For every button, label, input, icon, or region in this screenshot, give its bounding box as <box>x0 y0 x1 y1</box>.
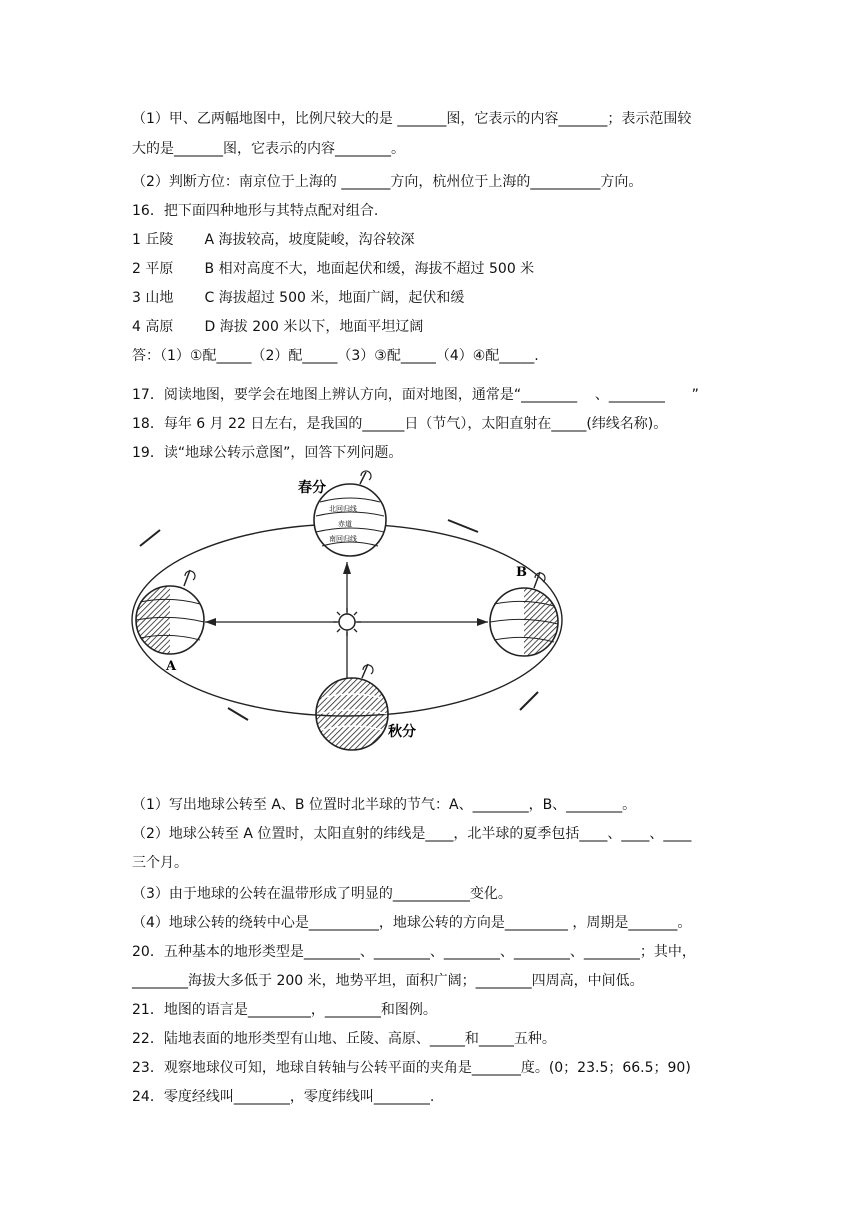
label-spring: 春分 <box>298 480 326 496</box>
q19-sub4: （4）地球公转的绕转中心是__________，地球公转的方向是_________ ，周期是_______。 <box>132 915 692 931</box>
q22: 22．陆地表面的地形类型有山地、丘陵、高原、_____和_____五种。 <box>132 1031 556 1047</box>
q20-line2: ________海拔大多低于 200 米，地势平坦，面积广阔；________四周高，中间低。 <box>132 973 644 989</box>
q16-item-1: 1 丘陵 A 海拔较高，坡度陡峻，沟谷较深 <box>132 232 415 248</box>
globe-A <box>136 570 204 654</box>
q16-stem: 16．把下面四种地形与其特点配对组合. <box>132 203 379 219</box>
q19-sub2-line2: 三个月。 <box>132 855 188 871</box>
q15-part1-line2: 大的是_______图，它表示的内容________。 <box>132 141 405 157</box>
q23: 23．观察地球仪可知，地球自转轴与公转平面的夹角是_______度。(0；23.5；66.5；90) <box>132 1060 691 1076</box>
q17: 17．阅读地图，要学会在地图上辨认方向，面对地图，通常是“________ 、________ ” <box>132 387 699 403</box>
q16-item-4: 4 高原 D 海拔 200 米以下，地面平坦辽阔 <box>132 319 424 335</box>
q20-line1: 20．五种基本的地形类型是________、________、________、________、________；其中， <box>132 944 696 960</box>
q16-item-3: 3 山地 C 海拔超过 500 米，地面广阔，起伏和缓 <box>132 290 465 306</box>
q19-sub2-line1: （2）地球公转至 A 位置时，太阳直射的纬线是____，北半球的夏季包括____、____、____ <box>132 826 692 842</box>
q19-sub3: （3）由于地球的公转在温带形成了明显的___________变化。 <box>132 886 512 902</box>
q19-stem: 19．读“地球公转示意图”，回答下列问题。 <box>132 445 403 461</box>
q21: 21．地图的语言是_________，________和图例。 <box>132 1002 437 1018</box>
svg-text:赤道: 赤道 <box>338 520 352 528</box>
svg-text:北回归线: 北回归线 <box>329 505 357 513</box>
q19-sub1: （1）写出地球公转至 A、B 位置时北半球的节气：A、________，B、________。 <box>132 797 637 813</box>
globe-B <box>490 572 558 656</box>
label-autumn: 秋分 <box>388 724 416 740</box>
q16-answer: 答：（1）①配_____（2）配_____（3）③配_____（4）④配_____. <box>132 348 539 364</box>
globe-autumn <box>316 664 388 750</box>
q18: 18．每年 6 月 22 日左右，是我国的______日（节气），太阳直射在_____(纬线名称)。 <box>132 416 668 432</box>
label-B: B <box>516 565 527 580</box>
svg-text:南回归线: 南回归线 <box>329 535 357 543</box>
q16-item-2: 2 平原 B 相对高度不大，地面起伏和缓，海拔不超过 500 米 <box>132 261 535 277</box>
label-A: A <box>166 659 177 674</box>
earth-revolution-diagram <box>130 470 570 760</box>
q15-part2: （2）判断方位：南京位于上海的 _______方向，杭州位于上海的__________方向。 <box>132 174 643 190</box>
q24: 24．零度经线叫________，零度纬线叫________. <box>132 1089 435 1105</box>
q15-part1-line1: （1）甲、乙两幅地图中，比例尺较大的是 _______图，它表示的内容_______；表示范围较 <box>132 111 692 127</box>
